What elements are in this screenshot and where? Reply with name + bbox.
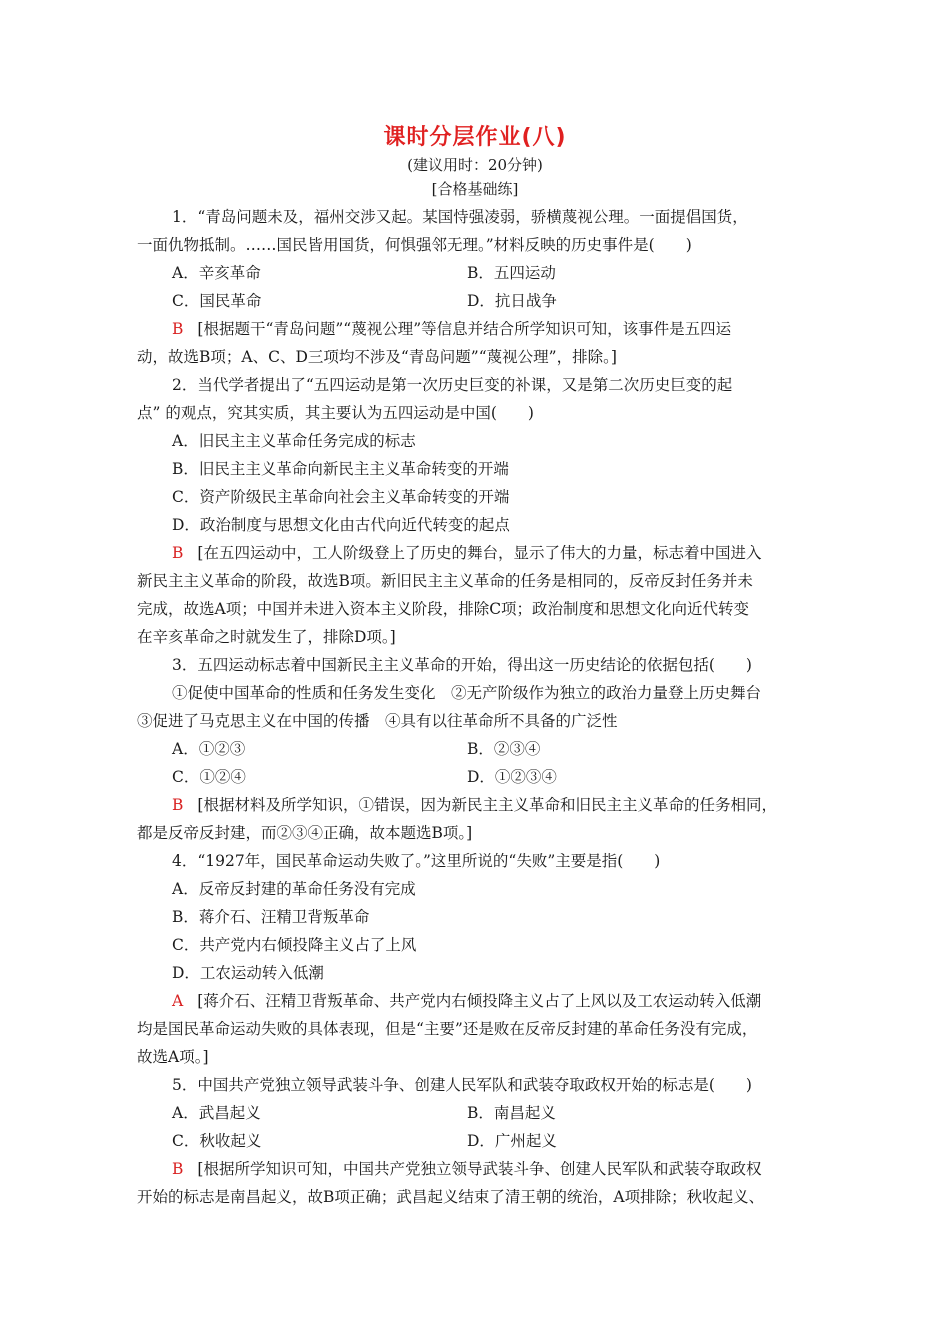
question-3-statements-cont: ③促进了马克思主义在中国的传播 ④具有以往革命所不具备的广泛性	[137, 712, 618, 730]
question-2-explanation-cont: 完成，故选A项；中国并未进入资本主义阶段，排除C项；政治制度和思想文化向近代转变	[137, 600, 750, 618]
question-3-option-c: C．①②④	[172, 768, 246, 786]
question-5-explanation: B [根据所学知识可知，中国共产党独立领导武装斗争、创建人民军队和武装夺取政权	[172, 1160, 762, 1178]
question-4-option-a: A．反帝反封建的革命任务没有完成	[172, 880, 416, 898]
question-5-option-d: D．广州起义	[467, 1132, 557, 1150]
question-5-option-b: B．南昌起义	[467, 1104, 556, 1122]
answer-label: A	[172, 992, 184, 1010]
question-2-explanation: B [在五四运动中，工人阶级登上了历史的舞台，显示了伟大的力量，标志着中国进入	[172, 544, 762, 562]
question-2-option-b: B．旧民主主义革命向新民主主义革命转变的开端	[172, 460, 509, 478]
question-1-stem: 1．“青岛问题未及，福州交涉又起。某国恃强凌弱，骄横蔑视公理。一面提倡国货，	[172, 208, 748, 226]
answer-label: B	[172, 1160, 184, 1178]
question-3-option-b: B．②③④	[467, 740, 541, 758]
question-2-stem-cont: 点” 的观点，究其实质，其主要认为五四运动是中国( )	[137, 404, 534, 422]
question-2-stem: 2．当代学者提出了“五四运动是第一次历史巨变的补课，又是第二次历史巨变的起	[172, 376, 733, 394]
question-4-option-b: B．蒋介石、汪精卫背叛革命	[172, 908, 370, 926]
question-3-option-a: A．①②③	[172, 740, 246, 758]
question-2-explanation-cont: 新民主主义革命的阶段，故选B项。新旧民主主义革命的任务是相同的，反帝反封任务并未	[137, 572, 753, 590]
question-1-explanation: B [根据题干“青岛问题”“蔑视公理”等信息并结合所学知识可知，该事件是五四运	[172, 320, 732, 338]
question-4-explanation-cont: 故选A项。]	[137, 1048, 209, 1066]
question-4-option-c: C．共产党内右倾投降主义占了上风	[172, 936, 417, 954]
answer-label: B	[172, 320, 184, 338]
question-5-explanation-cont: 开始的标志是南昌起义，故B项正确；武昌起义结束了清王朝的统治，A项排除；秋收起义、	[137, 1188, 765, 1206]
question-5-option-a: A．武昌起义	[172, 1104, 261, 1122]
question-4-explanation: A [蒋介石、汪精卫背叛革命、共产党内右倾投降主义占了上风以及工农运动转入低潮	[172, 992, 762, 1010]
section-heading: [合格基础练]	[431, 180, 519, 198]
question-2-option-c: C．资产阶级民主革命向社会主义革命转变的开端	[172, 488, 510, 506]
answer-label: B	[172, 796, 184, 814]
time-hint: (建议用时：20分钟)	[407, 156, 543, 174]
question-4-stem: 4．“1927年，国民革命运动失败了。”这里所说的“失败”主要是指( )	[172, 852, 661, 870]
answer-label: B	[172, 544, 184, 562]
page-title: 课时分层作业(八)	[383, 125, 567, 150]
question-4-option-d: D．工农运动转入低潮	[172, 964, 324, 982]
question-1-option-c: C．国民革命	[172, 292, 262, 310]
question-1-explanation-cont: 动，故选B项；A、C、D三项均不涉及“青岛问题”“蔑视公理”，排除。]	[137, 348, 617, 366]
question-5-stem: 5．中国共产党独立领导武装斗争、创建人民军队和武装夺取政权开始的标志是( )	[172, 1076, 752, 1094]
question-1-stem-cont: 一面仇物抵制。……国民皆用国货，何惧强邻无理。”材料反映的历史事件是( )	[137, 236, 692, 254]
question-4-explanation-cont: 均是国民革命运动失败的具体表现，但是“主要”还是败在反帝反封建的革命任务没有完成，	[137, 1020, 758, 1038]
question-1-option-b: B．五四运动	[467, 264, 556, 282]
question-2-option-a: A．旧民主主义革命任务完成的标志	[172, 432, 416, 450]
question-2-option-d: D．政治制度与思想文化由古代向近代转变的起点	[172, 516, 510, 534]
question-2-explanation-cont: 在辛亥革命之时就发生了，排除D项。]	[137, 628, 396, 646]
question-3-stem: 3．五四运动标志着中国新民主主义革命的开始，得出这一历史结论的依据包括( )	[172, 656, 752, 674]
question-3-statements: ①促使中国革命的性质和任务发生变化 ②无产阶级作为独立的政治力量登上历史舞台	[172, 684, 762, 702]
question-3-explanation: B [根据材料及所学知识，①错误，因为新民主主义革命和旧民主主义革命的任务相同，	[172, 796, 777, 814]
question-1-option-d: D．抗日战争	[467, 292, 557, 310]
question-5-option-c: C．秋收起义	[172, 1132, 262, 1150]
question-1-option-a: A．辛亥革命	[172, 264, 261, 282]
question-3-explanation-cont: 都是反帝反封建，而②③④正确，故本题选B项。]	[137, 824, 473, 842]
question-3-option-d: D．①②③④	[467, 768, 557, 786]
